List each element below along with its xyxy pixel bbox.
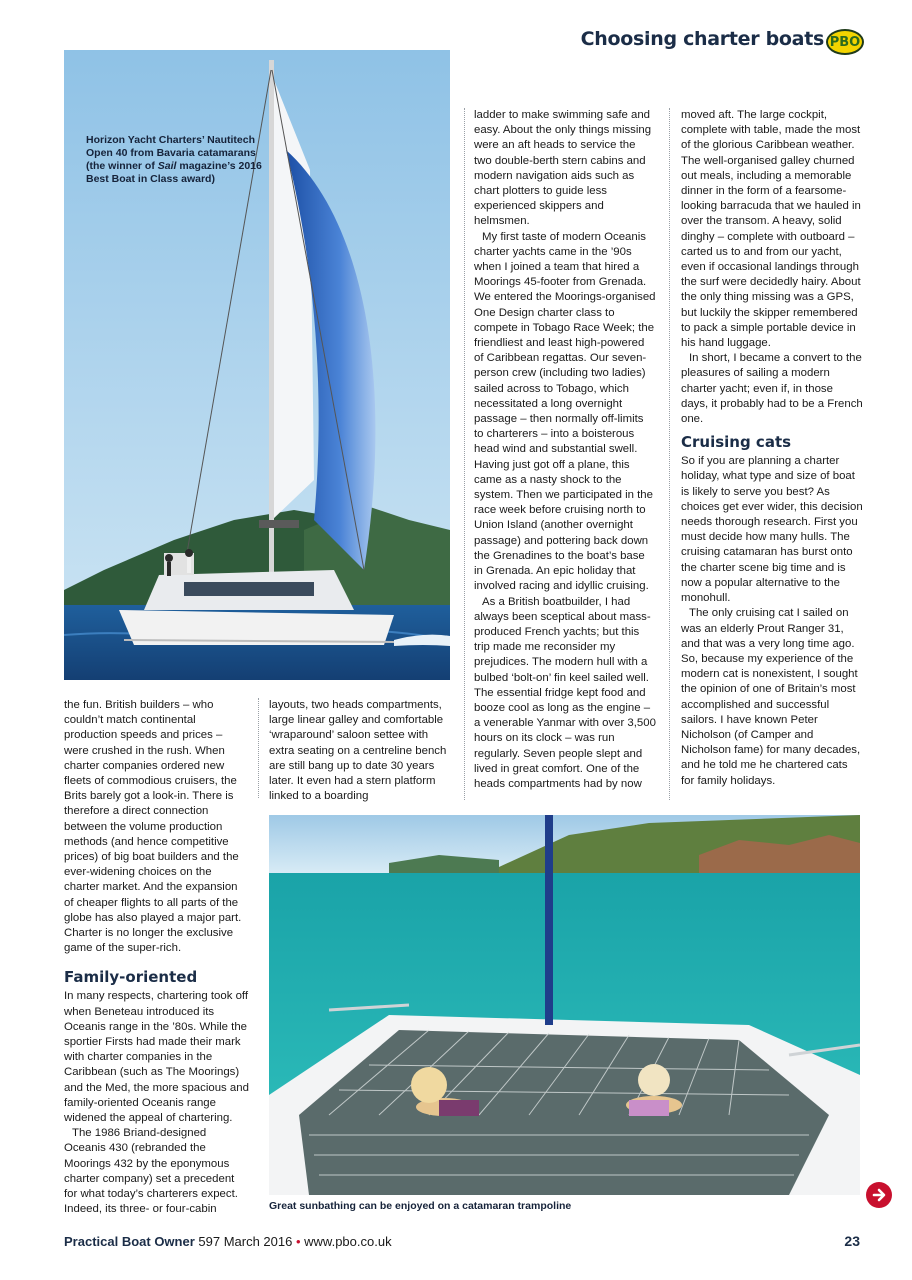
trampoline-sunbathing-photo (269, 815, 860, 1195)
footer-bullet: • (295, 1234, 301, 1249)
paragraph: As a British boatbuilder, I had always been sceptical about mass-produced French yachts; but this trip made me reconsider my prejudices. The modern hull with a bulbed ‘bolt-on’ fin keel sailed well. The essential fridge kept food and booze cool as long as the engine – a venerable Yanmar with over 3,500 hours on its clock – was run regularly. Seven people slept and lived in great comfort. One of the heads compartments had by now (474, 595, 656, 790)
paragraph: the fun. British builders – who couldn’t match continental production speeds and prices – were crushed in the rush. When charter companies ordered new fleets of commodious cruisers, the Brits barely got a look-in. There is therefore a direct connection between the volume production methods (and hence competitive prices) of big boat builders and the ever-widening choices on the charter market. And the expansion of cheaper flights to all parts of the globe has also played a major part. Charter is no longer the exclusive game of the super-rich. (64, 699, 242, 955)
pbo-logo-text: PBO (829, 34, 861, 50)
trampoline-illustration (269, 815, 860, 1195)
paragraph: ladder to make swimming safe and easy. About the only things missing were an aft heads to service the two double-berth stern cabins and modern navigation aids such as chart plotters to guide less experienced skippers and helmsmen. (474, 109, 652, 228)
photo-caption-catamaran (86, 134, 266, 186)
paragraph: So if you are planning a charter holiday, what type and size of boat is likely to serve you best? As choices get ever wider, this decision needs thorough research. First you must decide how many hulls. The cruising catamaran has burst onto the charter scene big time and is now a popular alternative to the monohull. (681, 455, 863, 605)
column-divider (258, 698, 259, 798)
paragraph: moved aft. The large cockpit, complete with table, made the most of the glorious Caribbean weather. The well-organised galley churned out meals, including a memorable dinner in the form of a fearsome-looking barracuda that we hauled in over the transom. A heavy, solid dinghy – complete with outboard – carted us to and from our yacht, even if occasional landings through the surf were decidedly hairy. About the only thing missing was a GPS, but luckily the skipper remembered to pack a simple portable device in his hand luggage. (681, 109, 861, 350)
paragraph: In many respects, chartering took off when Beneteau introduced its Oceanis range in the ’80s. While the sportier Firsts had made their mark with charter companies in the Caribbean (such as The Moorings) and the Med, the more spacious and family-oriented Oceanis range widened the appeal of chartering. (64, 990, 249, 1125)
page-number: 23 (844, 1233, 860, 1249)
photo-caption-trampoline: Great sunbathing can be enjoyed on a catamaran trampoline (269, 1200, 572, 1212)
subheading-cruising-cats: Cruising cats (681, 433, 792, 452)
article-column-3 (474, 108, 656, 792)
website-url: www.pbo.co.uk (300, 1234, 392, 1249)
paragraph: In short, I became a convert to the pleasures of sailing a modern charter yacht; even if, in those days, it probably had to be a French one. (681, 352, 863, 426)
column-divider (464, 108, 465, 800)
paragraph: The 1986 Briand-designed Oceanis 430 (rebranded the Moorings 432 by the eponymous charter company) set a precedent for what today’s charterers expect. Indeed, its three- or four-cabin (64, 1127, 238, 1216)
article-column-4 (681, 108, 863, 789)
caption-text-part1: Horizon Yacht Charters’ Nautitech Open 40 from Bavaria catamarans (the winner of (86, 134, 256, 172)
issue-info: 597 March 2016 (194, 1234, 296, 1249)
article-column-1 (64, 698, 250, 1218)
paragraph: layouts, two heads compartments, large linear galley and comfortable ‘wraparound’ saloon settee with extra seating on a centreline bench are still bang up to date 30 years later. It even had a stern platform linked to a boarding (269, 699, 447, 803)
subheading-family-oriented: Family-oriented (64, 968, 198, 987)
arrow-right-icon (871, 1187, 887, 1203)
page-footer (64, 1234, 392, 1249)
paragraph: My first taste of modern Oceanis charter yachts came in the ’90s when I joined a team that hired a Moorings 45-footer from Grenada. We entered the Moorings-organised One Design charter class to compete in Tobago Race Week; the friendliest and least high-powered of Caribbean regattas. Our seven-person crew (including two ladies) sailed across to Tobago, which necessitated a long overnight passage – then normally off-limits to charterers – into a boisterous head wind and substantial swell. Having just got off a plane, this came as a nasty shock to the system. Then we participated in the race week before cruising north to Union Island (another overnight passage) and pottering back down the Grenadines to the boat’s base in Grenada. An epic holiday that involved racing and idyllic cruising. (474, 230, 656, 593)
section-title: Choosing charter boats (580, 28, 824, 50)
magazine-name: Practical Boat Owner (64, 1234, 195, 1249)
article-column-2 (269, 698, 455, 804)
column-divider (669, 108, 670, 800)
caption-sail-italic: Sail (157, 160, 177, 172)
continue-arrow-icon (866, 1182, 892, 1208)
caption-text-part2: magazine’s 2016 Best Boat in Class award) (86, 160, 262, 185)
pbo-logo (826, 29, 864, 55)
paragraph: The only cruising cat I sailed on was an elderly Prout Ranger 31, and that was a very long time ago. So, because my experience of the modern cat is nonexistent, I sought the opinion of one of Britain’s most accomplished and successful sailors. I have known Peter Nicholson (of Camper and Nicholson fame) for many decades, and he told me he chartered cats for family holidays. (681, 607, 861, 787)
